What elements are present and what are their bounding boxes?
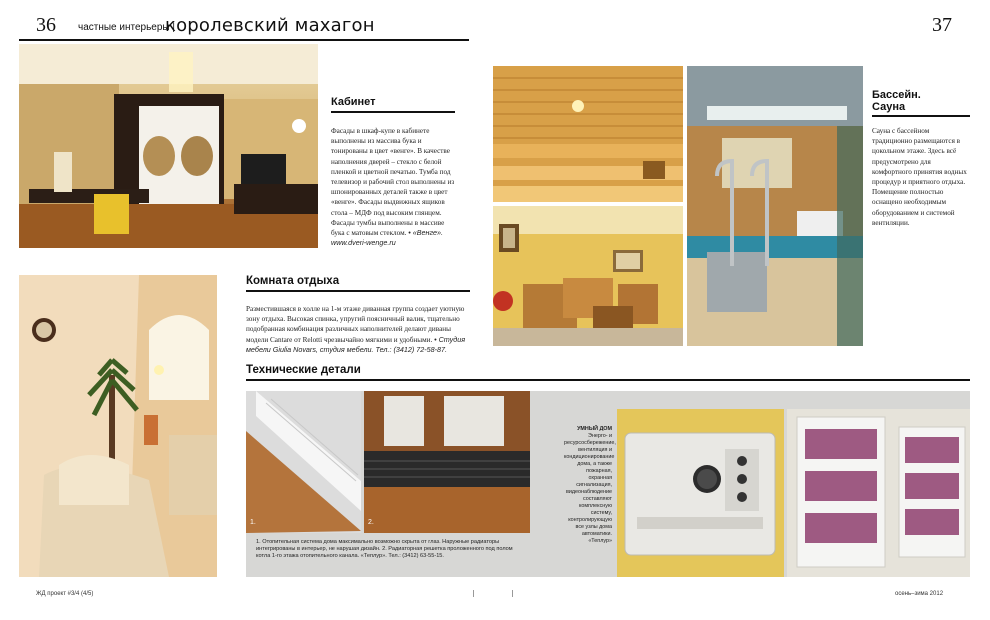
sauna-photo [493, 66, 683, 202]
breaker-boxes-photo [787, 409, 970, 577]
sauna-photo-art [493, 66, 683, 202]
relax-room-photo-art [493, 206, 683, 346]
rest-room-photo-art [19, 275, 217, 577]
smart-home-block [564, 426, 616, 545]
control-panel-photo [617, 409, 784, 577]
pool-text: Сауна с бассейном традиционно размещаются в цокольном этаже. Здесь всё предусмотрено для комфортного принятия водных процедур и приятного отдыха. Помещение полностью оснащено необходимым оборудованием и системой вентиляции. [872, 127, 967, 227]
cabinet-heading: Кабинет [331, 96, 376, 108]
rest-room-text: Разместившаяся в холле на 1-м этаже диванная группа создает уютную зону отдыха. Высокая спинка, упругий поясничный валик, тщательно подобранная комбинация различных наполнителей делают диваны модели Cantare от Relotti чрезвычайно мягкими и удобными. [246, 305, 465, 344]
pool-heading-line1: Бассейн. [872, 89, 921, 101]
technical-heading: Технические детали [246, 364, 361, 376]
left-page-number: 36 [36, 14, 56, 36]
technical-heading-rule [246, 379, 970, 381]
radiator-photo-art [246, 391, 361, 533]
floor-grille-photo [364, 391, 530, 533]
header-rule [19, 39, 469, 41]
breaker-boxes-photo-art [787, 409, 970, 577]
pool-photo [687, 66, 863, 346]
rest-room-heading: Комната отдыха [246, 275, 340, 287]
cabinet-text-block [331, 126, 455, 248]
pool-heading-line2: Сауна [872, 101, 906, 113]
rest-room-text-block [246, 304, 471, 355]
pool-heading [872, 89, 921, 113]
cabinet-text: Фасады в шкаф-купе в кабинете выполнены из массива бука и тонированы в цвет «венге». В качестве наполнения дверей – стекло с белой пленкой и цветной печатью. Тумба под телевизор и рабочий стол выполнены из шпонированных деталей также в цвет «венге». Фасады выдвижных ящиков стола – МДФ под высоким глянцем. Фасады тумбы выполнены в массиве бука с матовым стеклом. [331, 127, 455, 238]
cabinet-photo-art [19, 44, 318, 248]
pool-heading-rule [872, 115, 970, 117]
smart-home-heading: УМНЫЙ ДОМ [577, 426, 612, 432]
rest-room-credit: • Студия мебели Giulia Novars, студия мебели. Тел.: (3412) 72-58-87. [246, 334, 466, 354]
rest-room-photo [19, 275, 217, 577]
cabinet-heading-rule [331, 111, 455, 113]
gutter-mark-left [473, 590, 474, 597]
floor-grille-photo-art [364, 391, 530, 533]
rest-room-heading-rule [246, 290, 470, 292]
cabinet-credit: • «Венге». www.dveri-wenge.ru [331, 228, 443, 248]
section-rubric: частные интерьеры | [78, 22, 175, 33]
smart-home-text: Энерго- и ресурсосбережение, вентиляция и кондиционирование дома, а также пожарная, охранная сигнализация, видеонаблюдение составляют комплексную систему, контролирующую все узлы дома автоматики. [564, 433, 616, 537]
relax-room-photo [493, 206, 683, 346]
footer-right: осень–зима 2012 [895, 591, 944, 597]
pool-photo-art [687, 66, 863, 346]
control-panel-photo-art [617, 409, 784, 577]
right-page-number: 37 [932, 14, 952, 36]
smart-home-credit: «Теплур» [588, 538, 612, 544]
technical-caption: 1. Отопительная система дома максимально возможно скрыта от глаз. Наружные радиаторы интегрированы в интерьер, не нарушая дизайн. 2. Радиаторная решетка проложенного под полом котла 1-го этажа отопительного канала. «Теплур». Тел.: (3412) 63-55-15. [256, 539, 513, 560]
article-title: королевский махагон [165, 15, 375, 36]
floor-grille-photo-label: 2. [368, 519, 374, 526]
footer-left: ЖД проект #3/4 (4/5) [36, 591, 94, 597]
radiator-photo [246, 391, 361, 533]
gutter-mark-right [512, 590, 513, 597]
radiator-photo-label: 1. [250, 519, 256, 526]
cabinet-photo [19, 44, 318, 248]
